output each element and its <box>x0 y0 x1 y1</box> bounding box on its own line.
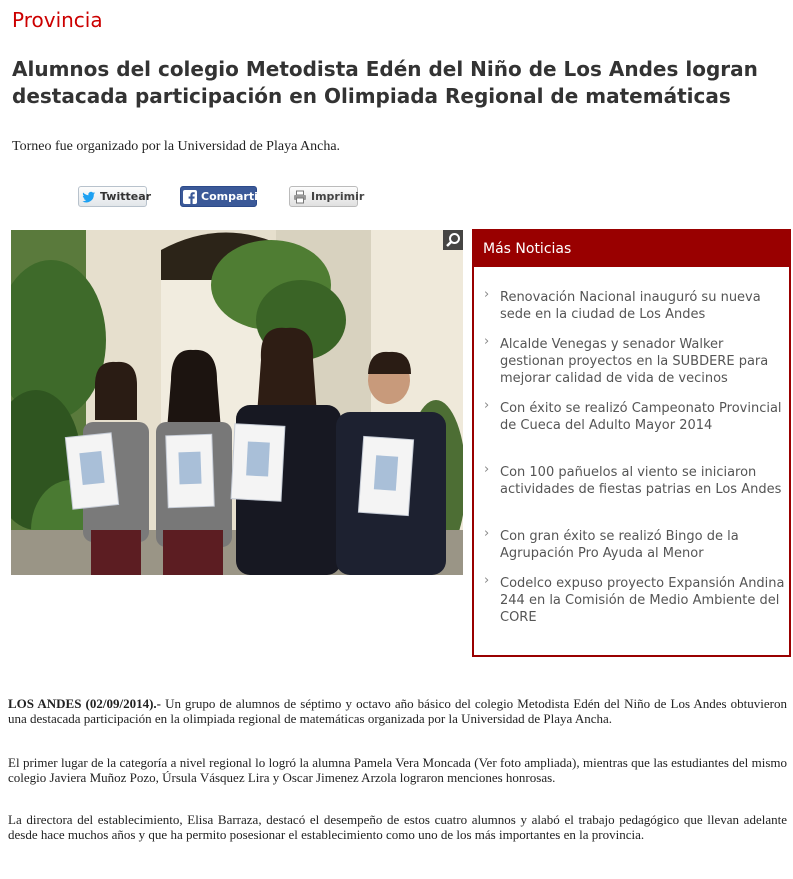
news-link[interactable]: › Con éxito se realizó Campeonato Provincial de Cueca del Adulto Mayor 2014 <box>500 400 785 434</box>
more-news-panel <box>472 229 791 657</box>
article-paragraph <box>8 696 787 726</box>
twitter-share-label: Twittear <box>100 190 152 203</box>
news-link[interactable]: › Alcalde Venegas y senador Walker gestionan proyectos en la SUBDERE para mejorar calidad de vida de vecinos <box>500 336 785 387</box>
facebook-f-icon <box>183 190 197 204</box>
magnifier-icon <box>443 230 463 250</box>
zoom-button[interactable] <box>443 230 463 250</box>
article-headline: Alumnos del colegio Metodista Edén del Niño de Los Andes logran destacada participación en Olimpiada Regional de matemáticas <box>12 57 758 108</box>
news-link[interactable]: › Con 100 pañuelos al viento se iniciaron actividades de fiestas patrias en Los Andes <box>500 464 785 498</box>
article-paragraph-1-text: Un grupo de alumnos de séptimo y octavo año básico del colegio Metodista Edén del Niño de Los Andes obtuvieron una destacada participación en la olimpiada regional de matemáticas organizada por la Universidad de Playa Ancha. <box>8 696 787 726</box>
twitter-share-button[interactable] <box>78 186 152 207</box>
news-link[interactable]: › Renovación Nacional inauguró su nueva sede en la ciudad de Los Andes <box>500 289 785 323</box>
print-label: Imprimir <box>311 190 365 203</box>
article-lead: Torneo fue organizado por la Universidad de Playa Ancha. <box>12 139 341 154</box>
section-title[interactable]: Provincia <box>12 8 103 32</box>
facebook-share-button[interactable] <box>180 186 264 207</box>
article-paragraph: La directora del establecimiento, Elisa Barraza, destacó el desempeño de estos cuatro alumnos y alabó el trabajo pedagógico que llevan adelante desde hace muchos años y que ha permito posesionar el establecimiento como uno de los más importantes en la provincia. <box>8 812 787 842</box>
article-paragraph: El primer lugar de la categoría a nivel regional lo logró la alumna Pamela Vera Moncada (Ver foto ampliada), mientras que las estudiantes del mismo colegio Javiera Muñoz Pozo, Úrsula Vásquez Lira y Oscar Jimenez Arzola lograron menciones honrosas. <box>8 755 787 785</box>
printer-icon <box>293 190 307 204</box>
article-dateline: LOS ANDES (02/09/2014).- <box>8 696 161 711</box>
news-link[interactable]: › Con gran éxito se realizó Bingo de la Agrupación Pro Ayuda al Menor <box>500 528 785 562</box>
article-photo <box>11 230 463 575</box>
print-button[interactable] <box>289 186 365 207</box>
twitter-bird-icon <box>82 190 96 204</box>
students-photo-illustration <box>11 230 463 575</box>
facebook-share-label: Compartir <box>201 190 264 203</box>
news-link[interactable]: › Codelco expuso proyecto Expansión Andina 244 en la Comisión de Medio Ambiente del CORE <box>500 575 785 626</box>
more-news-title: Más Noticias <box>474 231 789 267</box>
